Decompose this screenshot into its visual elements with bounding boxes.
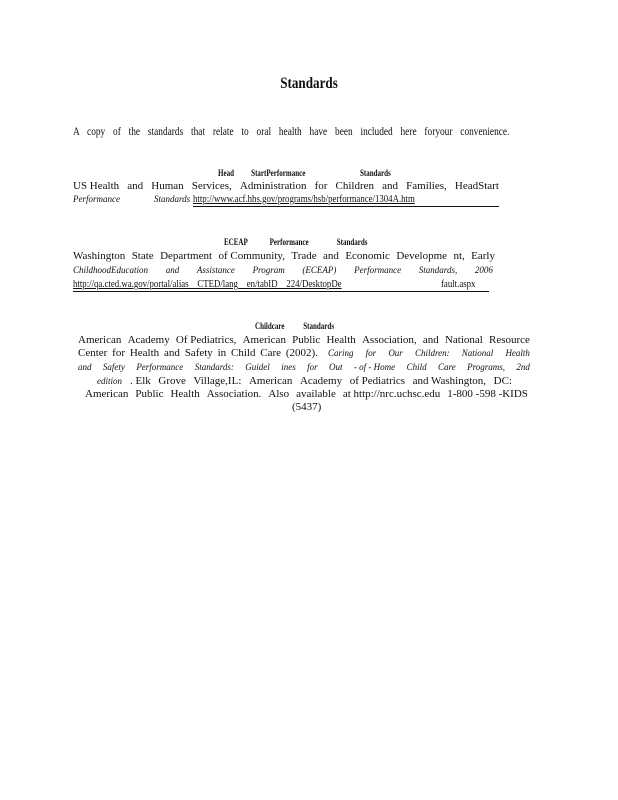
word: Developme [396,250,448,262]
word: (ECEAP) [302,265,337,275]
word: Of Pediatrics, [175,334,237,346]
word: Public [135,388,164,400]
word: American [242,334,286,346]
link-underline [73,291,489,292]
word: Washington [73,250,126,262]
word: National [444,334,483,346]
word: Human [151,180,184,192]
word: for [314,180,328,192]
word: and [78,362,92,372]
word: Also [268,388,290,400]
section-3-line-5 [85,388,528,400]
word: and [165,265,180,275]
word: Safety [102,362,125,372]
heading-part: StartPerformance [251,168,306,178]
word: Health [326,334,356,346]
word: and [382,180,399,192]
word: American [248,375,293,387]
section-3-line-6: (5437) [292,401,322,413]
word: for [365,348,377,358]
word: Grove [158,375,186,387]
word: Programs, [467,362,506,372]
heading-part: Standards [303,321,335,331]
word: available [296,388,336,400]
section-1-line-2 [73,194,190,204]
word: Program [252,265,285,275]
word: Care [438,362,456,372]
word: ChildhoodEducation [73,265,148,275]
word: DC: [493,375,512,387]
word: and [163,347,180,359]
heading-part: Head [218,168,235,178]
link-underline [193,206,499,207]
word: ines [281,362,296,372]
section-2-line-1 [73,250,495,262]
word: Child [231,347,256,359]
word: for [307,362,318,372]
heading-part: ECEAP [224,237,248,247]
italic-word: Standards [154,194,191,204]
word: in [217,347,227,359]
word: and Washington, [412,375,487,387]
word: Association, [361,334,417,346]
word: Trade [291,250,317,262]
heading-part: Standards [336,237,368,247]
word: 1-800 -598 -KIDS [447,388,528,400]
section-3-line-1 [78,334,530,346]
word: Assistance [196,265,235,275]
word: US Health [73,180,120,192]
word: Our [388,348,403,358]
word: Child [406,362,427,372]
section-3-line-3 [78,362,530,372]
word: of Community, [218,250,285,262]
word: Health [170,388,200,400]
word: State [131,250,154,262]
page-title: Standards [280,75,338,92]
section-heading-childcare [255,321,334,331]
word: and [127,180,144,192]
word: Administration [239,180,307,192]
word: American [78,334,122,346]
word: Standards, [418,265,458,275]
section-heading-head-start [218,168,391,178]
word: National [461,348,494,358]
word: (2002). [285,347,318,359]
word: Academy [299,375,343,387]
word: Health [505,348,530,358]
word: and [422,334,439,346]
section-3-line-2-roman [78,347,318,359]
word: at http://nrc.uchsc.edu [342,388,441,400]
word: Families, [406,180,447,192]
word: of Pediatrics [349,375,405,387]
word: Performance [136,362,184,372]
heading-part: Standards [359,168,391,178]
intro-paragraph: A copy of the standards that relate to oral health have been included here foryour convenience. [73,124,510,138]
word: . Elk [130,375,151,387]
word: Academy [127,334,170,346]
word: HeadStart [454,180,499,192]
section-2-link-part-2[interactable]: fault.aspx [441,278,476,290]
word: 2006 [474,265,493,275]
section-1-link[interactable]: http://www.acf.hhs.gov/programs/hsb/performance/1304A.htm [193,193,415,205]
word: Village,IL: [193,375,242,387]
word: Guidel [245,362,270,372]
word: Services, [191,180,232,192]
word: Safety [184,347,213,359]
word: for [112,347,125,359]
word: Economic [345,250,390,262]
word: Standards: [194,362,234,372]
heading-part: Performance [269,237,309,247]
section-heading-eceap [224,237,368,247]
word: Performance [354,265,402,275]
word: nt, [453,250,465,262]
word: Department [160,250,213,262]
section-3-line-4 [130,375,512,387]
word: Association. [206,388,262,400]
section-2-link-part-1[interactable]: http://qa.cted.wa.gov/portal/alias__CTED/lang__en/tabID__224/DesktopDe [73,278,342,290]
word: Caring [328,348,354,358]
section-3-line-2-italic [328,348,530,358]
heading-part: Childcare [255,321,285,331]
word: Resource [489,334,530,346]
word: - of - Home [353,362,396,372]
word: Early [471,250,495,262]
word: Care [260,347,282,359]
word: and [323,250,339,262]
section-1-line-1 [73,180,499,192]
word: Health [129,347,160,359]
word: Center [78,347,108,359]
section-3-line-2 [78,347,530,361]
word: Children: [414,348,450,358]
section-3-edition: edition [97,376,122,386]
word: American [85,388,129,400]
word: Children [335,180,375,192]
italic-word: Performance [73,194,120,204]
word: 2nd [516,362,530,372]
section-2-line-2 [73,265,493,275]
word: Public [292,334,321,346]
word: Out [329,362,343,372]
